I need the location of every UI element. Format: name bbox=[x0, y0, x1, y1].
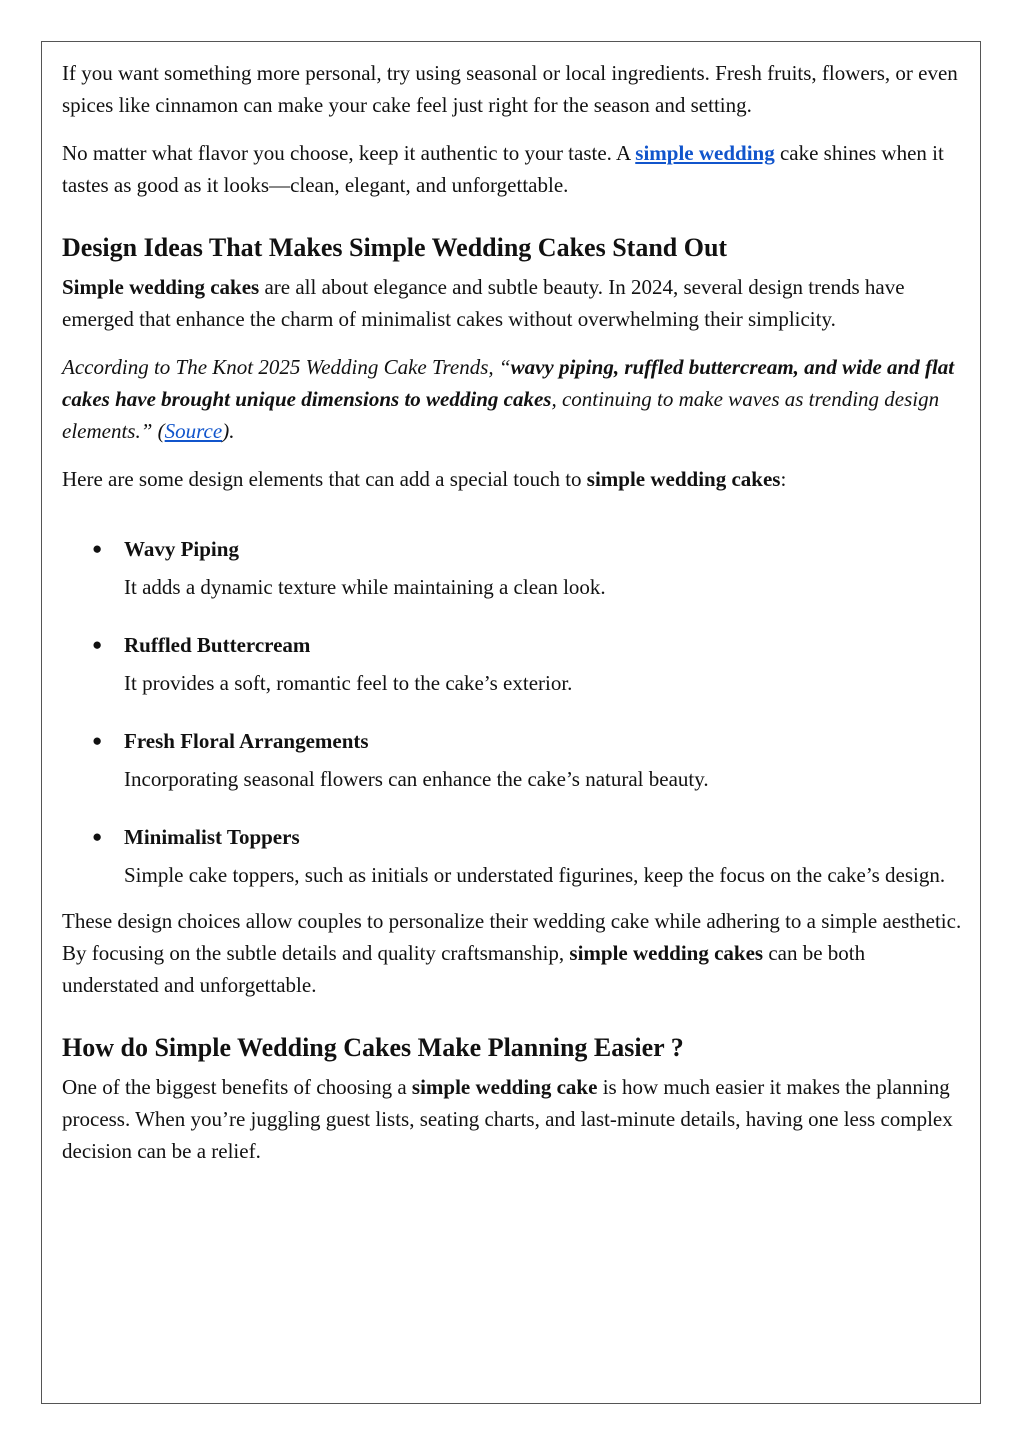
paragraph-flavor-end: cake shines when it tastes as good as it looks—clean, elegant, and unforgettable. bbox=[62, 141, 944, 197]
list-item bbox=[62, 533, 967, 603]
design-closing-paragraph bbox=[62, 905, 967, 1001]
source-link[interactable]: Source bbox=[164, 419, 223, 443]
paragraph-flavor-start: No matter what flavor you choose, keep it authentic to your taste. A bbox=[62, 141, 636, 165]
planning-paragraph bbox=[62, 1071, 967, 1167]
list-item-title: Wavy Piping bbox=[124, 537, 239, 561]
list-item bbox=[62, 725, 967, 795]
bullet-icon: ● bbox=[92, 539, 103, 558]
list-item bbox=[62, 821, 967, 891]
list-intro-bold: simple wedding cakes bbox=[586, 467, 781, 491]
trend-quote-start: According to The Knot 2025 Wedding Cake Trends, “ bbox=[62, 355, 511, 379]
document-content bbox=[62, 57, 967, 1183]
design-elements-list bbox=[62, 533, 967, 891]
design-intro-text: are all about elegance and subtle beauty. In 2024, several design trends have emerged that enhance the charm of minimalist cakes without overwhelming their simplicity. bbox=[62, 275, 905, 331]
design-section-heading: Design Ideas That Makes Simple Wedding Cakes Stand Out bbox=[62, 233, 728, 262]
planning-end: is how much easier it makes the planning process. When you’re juggling guest lists, seating charts, and last-minute details, having one less complex decision can be a relief. bbox=[62, 1075, 953, 1163]
trend-quote bbox=[62, 351, 967, 447]
bullet-icon: ● bbox=[92, 827, 103, 846]
planning-bold: simple wedding cake bbox=[411, 1075, 598, 1099]
design-intro-bold: Simple wedding cakes bbox=[62, 275, 260, 299]
planning-start: One of the biggest benefits of choosing a bbox=[62, 1075, 412, 1099]
list-intro-start: Here are some design elements that can add a special touch to bbox=[62, 467, 587, 491]
list-item-description: It adds a dynamic texture while maintaining a clean look. bbox=[124, 575, 606, 599]
list-intro-end: : bbox=[780, 467, 787, 491]
bullet-icon: ● bbox=[92, 635, 103, 654]
trend-quote-middle: , continuing to make waves as trending design elements.” ( bbox=[62, 387, 940, 443]
list-item-description: It provides a soft, romantic feel to the cake’s exterior. bbox=[124, 671, 573, 695]
closing-bold: simple wedding cakes bbox=[569, 941, 764, 965]
list-item-title: Fresh Floral Arrangements bbox=[124, 729, 369, 753]
trend-quote-end: ). bbox=[222, 419, 235, 443]
list-item-description: Simple cake toppers, such as initials or understated figurines, keep the focus on the cake’s design. bbox=[124, 863, 946, 887]
bullet-icon: ● bbox=[92, 731, 103, 750]
simple-wedding-link[interactable]: simple wedding bbox=[635, 141, 775, 165]
trend-quote-bold: wavy piping, ruffled buttercream, and wide and flat cakes have brought unique dimensions to wedding cakes bbox=[62, 355, 955, 411]
list-item bbox=[62, 629, 967, 699]
list-intro-paragraph bbox=[62, 463, 967, 495]
closing-start: These design choices allow couples to personalize their wedding cake while adhering to a simple aesthetic. By focusing on the subtle details and quality craftsmanship, bbox=[62, 909, 962, 965]
design-intro-paragraph bbox=[62, 271, 967, 335]
closing-end: can be both understated and unforgettable. bbox=[62, 941, 866, 997]
paragraph-seasonal: If you want something more personal, try using seasonal or local ingredients. Fresh fruits, flowers, or even spices like cinnamon can make your cake feel just right for the season and setting. bbox=[62, 61, 958, 117]
list-item-description: Incorporating seasonal flowers can enhance the cake’s natural beauty. bbox=[124, 767, 709, 791]
paragraph-flavor bbox=[62, 137, 967, 201]
list-item-title: Minimalist Toppers bbox=[124, 825, 300, 849]
list-item-title: Ruffled Buttercream bbox=[124, 633, 311, 657]
planning-section-heading: How do Simple Wedding Cakes Make Planning Easier ? bbox=[62, 1033, 684, 1062]
